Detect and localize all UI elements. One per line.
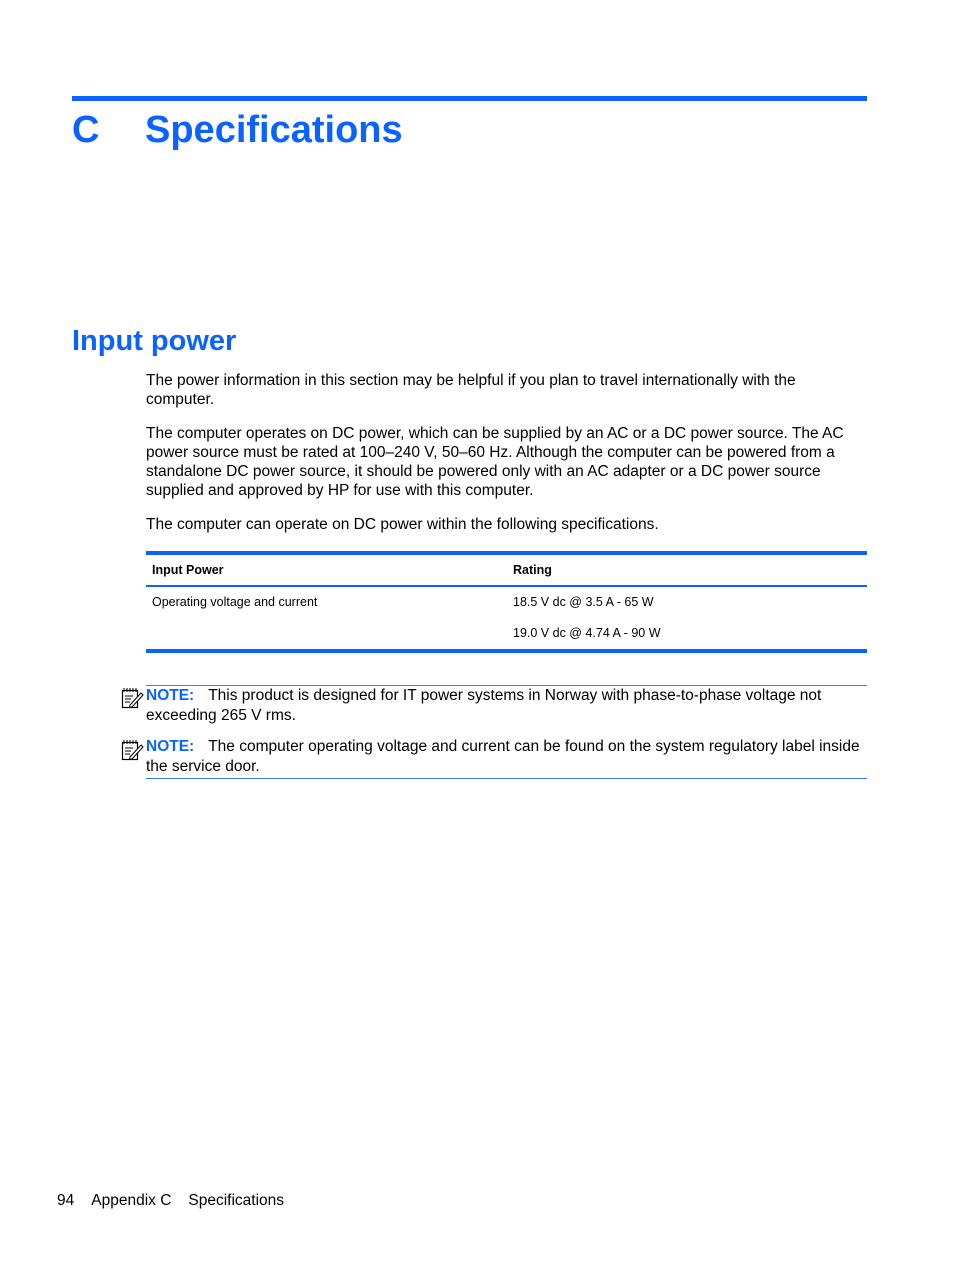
table-row xyxy=(146,586,867,651)
page-number: 94 xyxy=(57,1192,75,1209)
rating-value-90w: 19.0 V dc @ 4.74 A - 90 W xyxy=(513,626,661,640)
note-label: NOTE: xyxy=(146,687,195,704)
spec-intro-paragraph: The computer can operate on DC power within the following specifications. xyxy=(146,516,659,533)
note-text: The computer operating voltage and current can be found on the system regulatory label inside the service door. xyxy=(146,738,860,775)
rating-value-65w: 18.5 V dc @ 3.5 A - 65 W xyxy=(513,595,654,609)
note-regulatory-label xyxy=(146,737,867,779)
page-footer xyxy=(57,1191,301,1211)
table-header-rating: Rating xyxy=(513,563,552,577)
note-pad-icon xyxy=(120,738,144,762)
chapter-letter: C xyxy=(72,109,100,151)
note-norway xyxy=(146,685,867,726)
chapter-title: Specifications xyxy=(145,109,403,151)
dc-power-paragraph: The computer operates on DC power, which can be supplied by an AC or a DC power source. The AC power source must be rated at 100–240 V, 50–60 Hz. Although the computer can be powered from a standalone DC power source, it should be powered only with an AC adapter or a DC power source supplied and approved by HP for use with this computer. xyxy=(146,425,844,499)
footer-appendix: Appendix C xyxy=(91,1192,172,1209)
chapter-rule xyxy=(72,96,867,101)
note-label: NOTE: xyxy=(146,738,195,755)
row-label: Operating voltage and current xyxy=(152,595,318,609)
intro-paragraph: The power information in this section may be helpful if you plan to travel internationally with the computer. xyxy=(146,372,796,408)
note-text: This product is designed for IT power systems in Norway with phase-to-phase voltage not exceeding 265 V rms. xyxy=(146,687,822,724)
input-power-table xyxy=(146,551,867,653)
table-header-row xyxy=(146,553,867,586)
section-title: Input power xyxy=(72,325,237,357)
footer-title: Specifications xyxy=(188,1192,285,1209)
note-pad-icon xyxy=(120,686,144,710)
table-header-input-power: Input Power xyxy=(152,563,224,577)
